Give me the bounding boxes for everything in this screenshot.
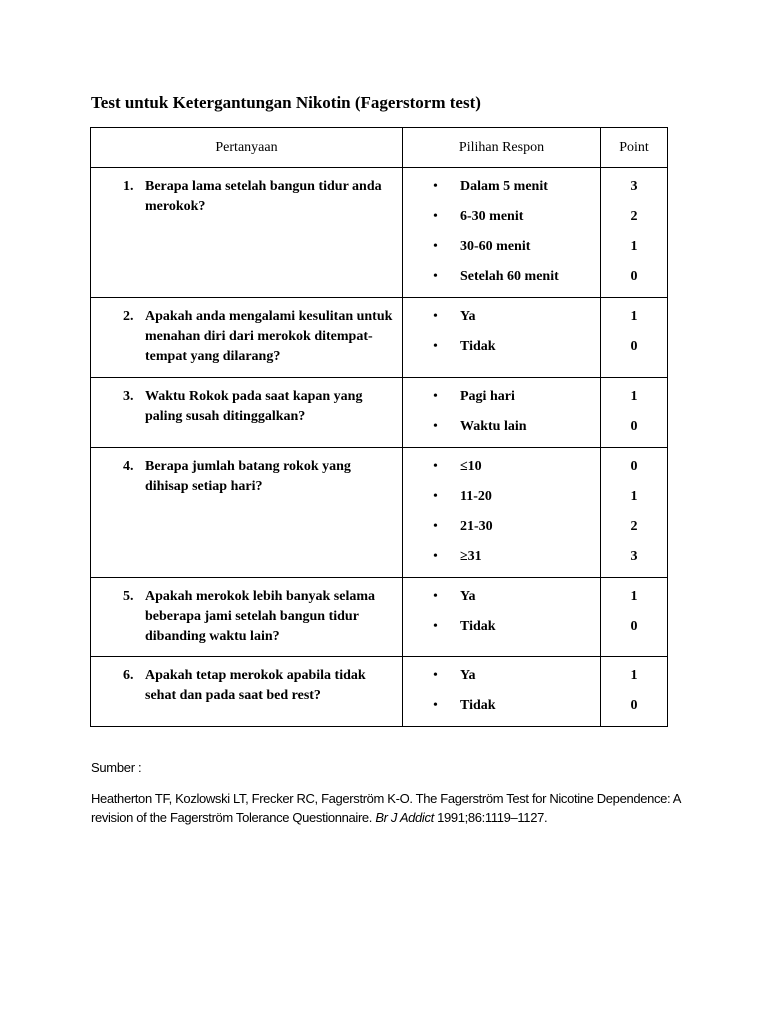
- point-value: 3: [630, 179, 638, 194]
- response-cell: [403, 657, 601, 727]
- list-item: [403, 417, 600, 447]
- table-row: [91, 378, 668, 448]
- reference-citation: 1991;86:1119–1127.: [433, 810, 548, 825]
- point-value: 0: [630, 698, 638, 713]
- reference-text: Heatherton TF, Kozlowski LT, Frecker RC, Fagerström K-O. The Fagerström Test for Nicotine Dependence: A revision of the Fagerström Tolerance Questionnaire.: [91, 791, 681, 825]
- table-row: [91, 657, 668, 727]
- table-row: [91, 168, 668, 298]
- point-value: 0: [630, 269, 638, 284]
- option-label: Ya: [460, 309, 476, 324]
- question-number: 4.: [123, 459, 134, 474]
- point-value: 1: [630, 389, 638, 404]
- list-item: [403, 387, 600, 417]
- bullet-icon: •: [433, 619, 438, 634]
- header-point: Point: [601, 128, 668, 168]
- question-cell: [91, 378, 403, 448]
- point-cell: [601, 448, 668, 578]
- point-value: 0: [630, 459, 638, 474]
- bullet-icon: •: [433, 589, 438, 604]
- header-response: Pilihan Respon: [403, 128, 601, 168]
- response-cell: [403, 448, 601, 578]
- question-number: 6.: [123, 668, 134, 683]
- bullet-icon: •: [433, 239, 438, 254]
- point-value: 2: [630, 519, 638, 534]
- question-cell: [91, 448, 403, 578]
- list-item: [403, 177, 600, 207]
- list-item: [403, 337, 600, 367]
- bullet-icon: •: [433, 419, 438, 434]
- list-item: [403, 587, 600, 617]
- bullet-icon: •: [433, 179, 438, 194]
- question-cell: [91, 578, 403, 657]
- question-text: Berapa jumlah batang rokok yang dihisap setiap hari?: [145, 459, 351, 494]
- list-item: [403, 457, 600, 487]
- point-cell: [601, 168, 668, 298]
- bullet-icon: •: [433, 549, 438, 564]
- bullet-icon: •: [433, 309, 438, 324]
- journal-name: Br J Addict: [375, 810, 434, 825]
- bullet-icon: •: [433, 519, 438, 534]
- question-text: Apakah tetap merokok apabila tidak sehat dan pada saat bed rest?: [145, 668, 366, 703]
- option-label: ≥31: [460, 549, 482, 564]
- response-cell: [403, 168, 601, 298]
- option-label: Tidak: [460, 619, 496, 634]
- list-item: [403, 237, 600, 267]
- response-cell: [403, 378, 601, 448]
- question-text: Berapa lama setelah bangun tidur anda merokok?: [145, 179, 382, 214]
- list-item: [403, 207, 600, 237]
- option-label: Tidak: [460, 339, 496, 354]
- question-cell: [91, 168, 403, 298]
- question-number: 1.: [123, 179, 134, 194]
- source-reference: [91, 789, 691, 827]
- header-question: Pertanyaan: [91, 128, 403, 168]
- bullet-icon: •: [433, 209, 438, 224]
- document-title: Test untuk Ketergantungan Nikotin (Fagerstorm test): [91, 93, 481, 112]
- bullet-icon: •: [433, 389, 438, 404]
- point-value: 1: [630, 589, 638, 604]
- table-row: [91, 448, 668, 578]
- option-label: Ya: [460, 589, 476, 604]
- source-label: Sumber :: [91, 760, 142, 775]
- option-label: Ya: [460, 668, 476, 683]
- table-row: [91, 578, 668, 657]
- bullet-icon: •: [433, 269, 438, 284]
- list-item: [403, 696, 600, 726]
- list-item: [403, 267, 600, 297]
- question-number: 3.: [123, 389, 134, 404]
- point-cell: [601, 578, 668, 657]
- point-value: 2: [630, 209, 638, 224]
- point-cell: [601, 657, 668, 727]
- table-header-row: [91, 128, 668, 168]
- question-text: Waktu Rokok pada saat kapan yang paling susah ditinggalkan?: [145, 389, 363, 424]
- bullet-icon: •: [433, 339, 438, 354]
- bullet-icon: •: [433, 698, 438, 713]
- list-item: [403, 666, 600, 696]
- point-cell: [601, 378, 668, 448]
- point-value: 1: [630, 239, 638, 254]
- question-number: 5.: [123, 589, 134, 604]
- option-label: 30-60 menit: [460, 239, 531, 254]
- response-cell: [403, 298, 601, 378]
- list-item: [403, 617, 600, 647]
- option-label: Tidak: [460, 698, 496, 713]
- table-row: [91, 298, 668, 378]
- response-cell: [403, 578, 601, 657]
- option-label: Setelah 60 menit: [460, 269, 559, 284]
- question-cell: [91, 298, 403, 378]
- point-value: 1: [630, 489, 638, 504]
- point-value: 3: [630, 549, 638, 564]
- point-value: 1: [630, 668, 638, 683]
- question-number: 2.: [123, 309, 134, 324]
- question-text: Apakah anda mengalami kesulitan untuk menahan diri dari merokok ditempat-tempat yang dilarang?: [145, 309, 393, 364]
- bullet-icon: •: [433, 459, 438, 474]
- point-value: 0: [630, 419, 638, 434]
- question-text: Apakah merokok lebih banyak selama beberapa jami setelah bangun tidur dibanding waktu lain?: [145, 589, 376, 644]
- list-item: [403, 547, 600, 577]
- option-label: Pagi hari: [460, 389, 515, 404]
- option-label: 11-20: [460, 489, 492, 504]
- option-label: 6-30 menit: [460, 209, 524, 224]
- point-value: 0: [630, 339, 638, 354]
- fagerstrom-table: [90, 127, 668, 727]
- list-item: [403, 517, 600, 547]
- option-label: Dalam 5 menit: [460, 179, 548, 194]
- point-cell: [601, 298, 668, 378]
- point-value: 1: [630, 309, 638, 324]
- list-item: [403, 487, 600, 517]
- option-label: 21-30: [460, 519, 493, 534]
- option-label: ≤10: [460, 459, 482, 474]
- question-cell: [91, 657, 403, 727]
- point-value: 0: [630, 619, 638, 634]
- bullet-icon: •: [433, 489, 438, 504]
- list-item: [403, 307, 600, 337]
- option-label: Waktu lain: [460, 419, 527, 434]
- bullet-icon: •: [433, 668, 438, 683]
